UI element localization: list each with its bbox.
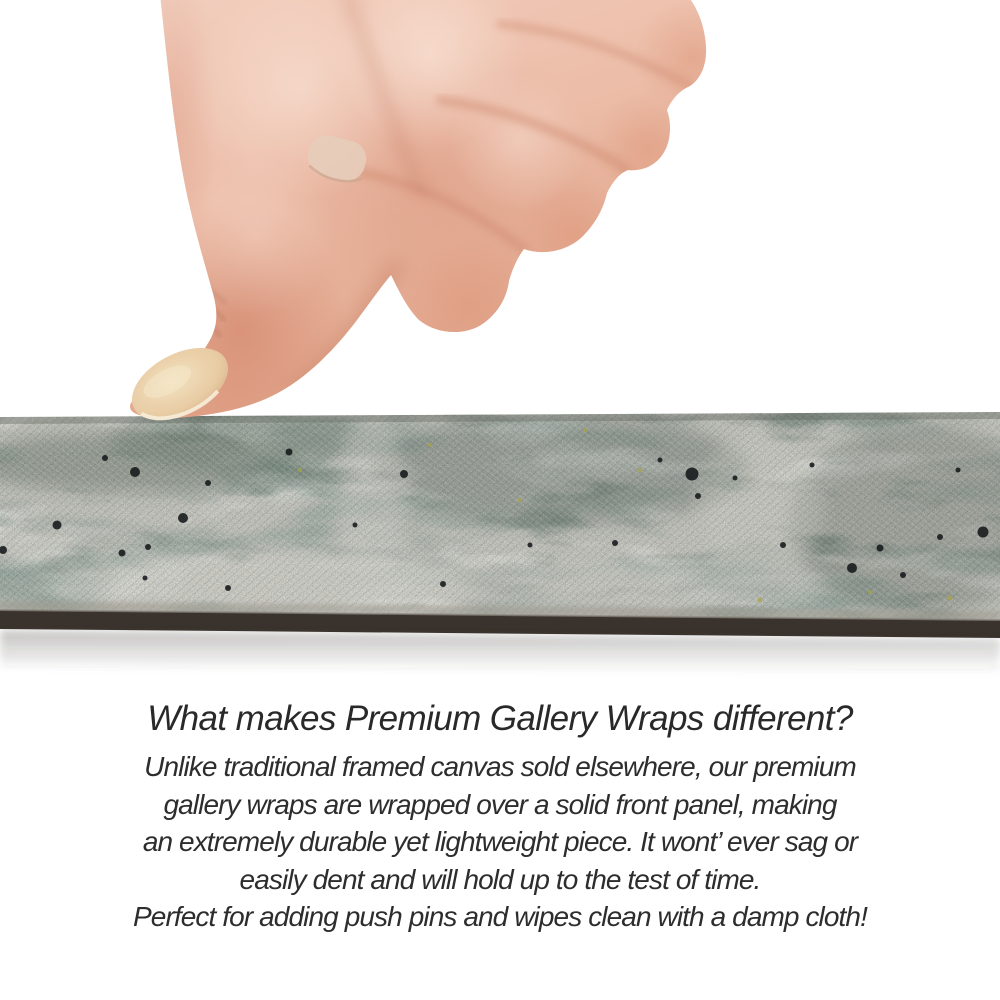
caption-line-4: easily dent and will hold up to the test of time. [239, 863, 761, 895]
caption-line-2: gallery wraps are wrapped over a solid front panel, making [163, 788, 837, 820]
caption-block [0, 698, 1000, 936]
caption-line-1: Unlike traditional framed canvas sold elsewhere, our premium [144, 751, 856, 782]
canvas-edge-strip [0, 405, 1000, 674]
caption-title: What makes Premium Gallery Wraps different? [147, 699, 853, 738]
caption-line-3: an extremely durable yet lightweight piece. It wont’ ever sag or [142, 826, 858, 857]
hand-photo [100, 0, 750, 470]
caption-line-5: Perfect for adding push pins and wipes clean with a damp cloth! [133, 901, 867, 932]
